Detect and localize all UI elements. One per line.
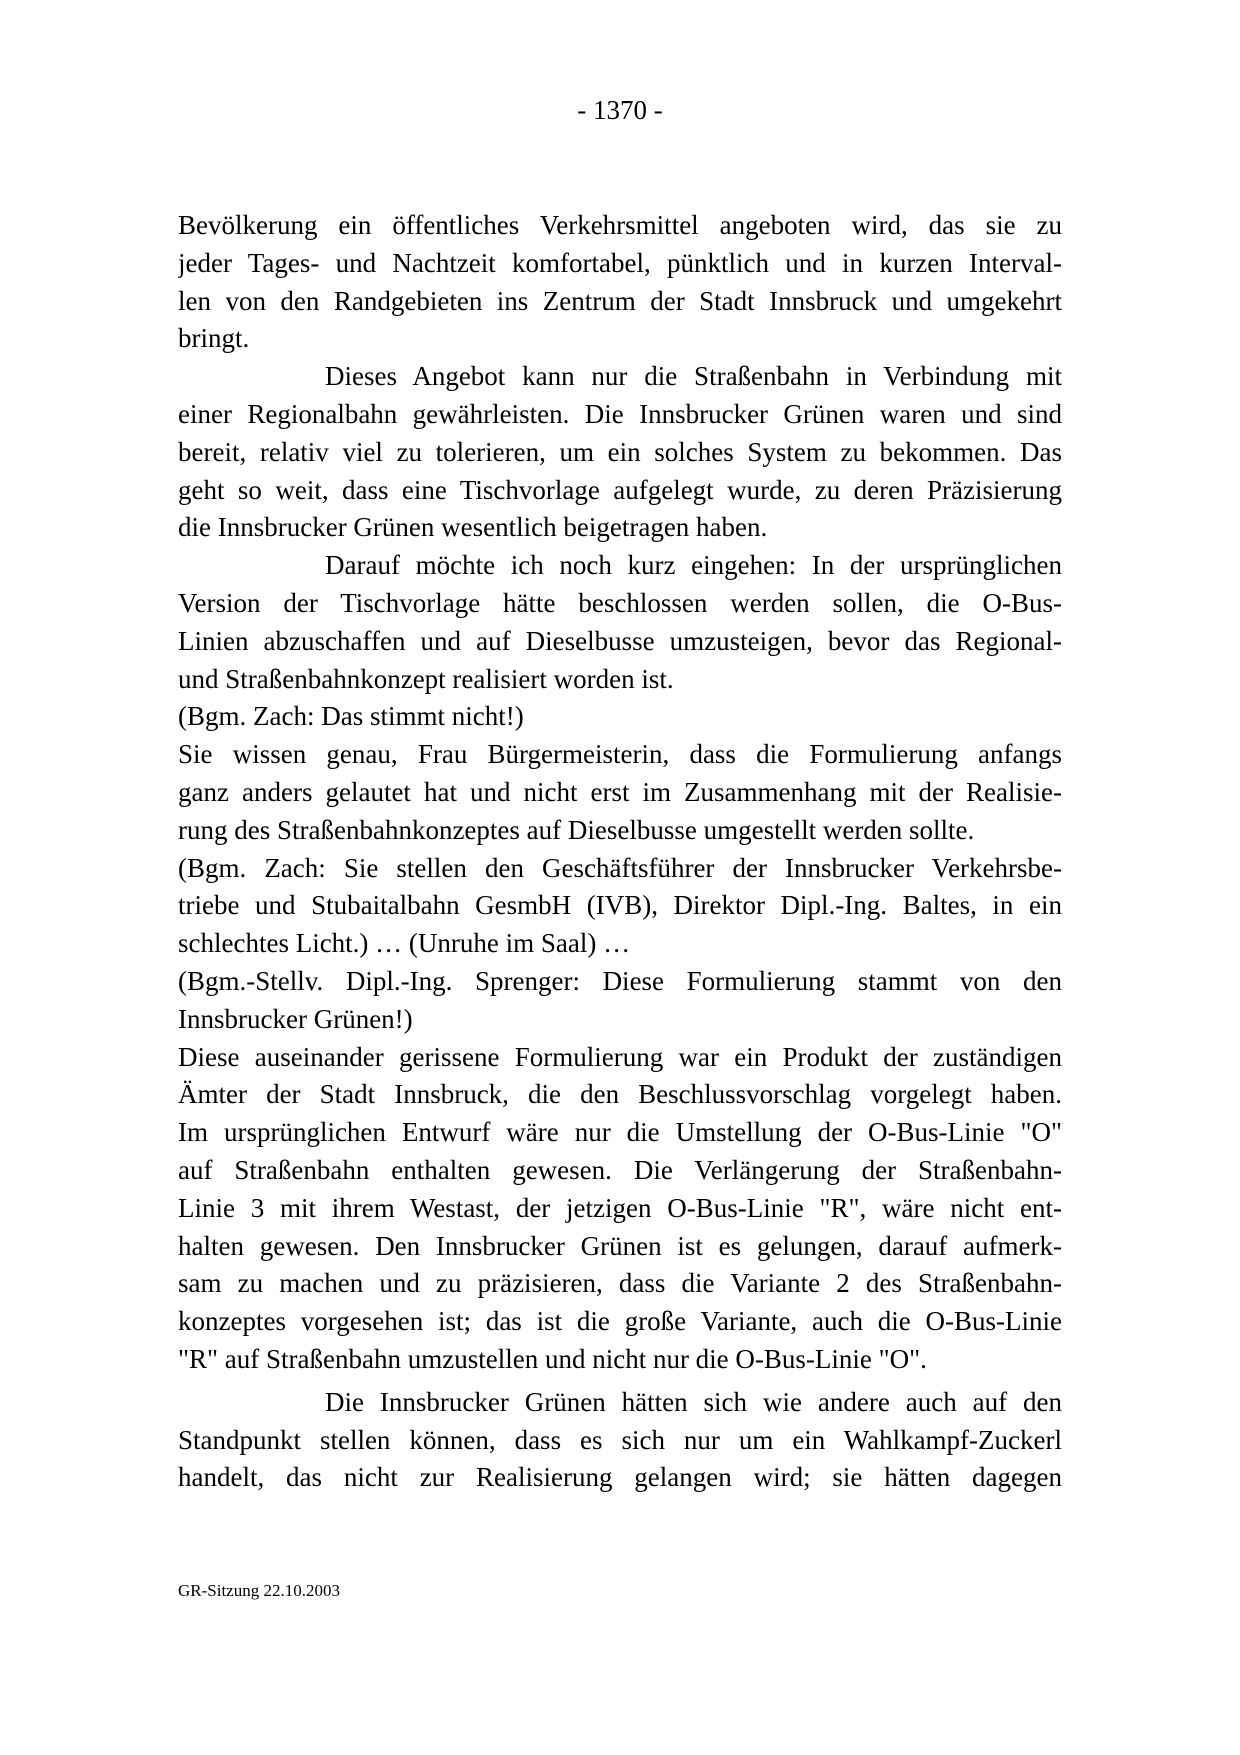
text-line: einer Regionalbahn gewährleisten. Die Innsbrucker Grünen waren und sind bbox=[178, 398, 1062, 429]
text-line: Die Innsbrucker Grünen hätten sich wie andere auch auf den bbox=[325, 1386, 1062, 1417]
text-line: len von den Randgebieten ins Zentrum der Stadt Innsbruck und umgekehrt bbox=[178, 285, 1062, 316]
text-line: Dieses Angebot kann nur die Straßenbahn in Verbindung mit bbox=[325, 361, 1062, 392]
document-body bbox=[178, 207, 1062, 1497]
text-line: Diese auseinander gerissene Formulierung war ein Produkt der zuständigen bbox=[178, 1041, 1062, 1072]
text-line: und Straßenbahnkonzept realisiert worden ist. bbox=[178, 663, 674, 694]
text-line: ganz anders gelautet hat und nicht erst im Zusammenhang mit der Realisie- bbox=[178, 776, 1062, 807]
text-line: auf Straßenbahn enthalten gewesen. Die Verlängerung der Straßenbahn- bbox=[178, 1154, 1062, 1185]
text-line: (Bgm. Zach: Das stimmt nicht!) bbox=[178, 701, 524, 732]
text-line: Bevölkerung ein öffentliches Verkehrsmittel angeboten wird, das sie zu bbox=[178, 210, 1062, 240]
text-line: Im ursprünglichen Entwurf wäre nur die Umstellung der O-Bus-Linie "O" bbox=[178, 1117, 1062, 1148]
text-line: triebe und Stubaitalbahn GesmbH (IVB), Direktor Dipl.-Ing. Baltes, in ein bbox=[178, 890, 1062, 921]
text-line: schlechtes Licht.) … (Unruhe im Saal) … bbox=[178, 928, 631, 959]
text-line: Sie wissen genau, Frau Bürgermeisterin, dass die Formulierung anfangs bbox=[178, 739, 1062, 770]
text-line: die Innsbrucker Grünen wesentlich beigetragen haben. bbox=[178, 512, 768, 543]
page-number: - 1370 - bbox=[577, 95, 663, 125]
text-line: rung des Straßenbahnkonzeptes auf Dieselbusse umgestellt werden sollte. bbox=[178, 814, 975, 845]
text-line: Innsbrucker Grünen!) bbox=[178, 1003, 413, 1034]
text-line: jeder Tages- und Nachtzeit komfortabel, pünktlich und in kurzen Interval- bbox=[178, 247, 1062, 278]
text-line: bringt. bbox=[178, 323, 250, 354]
text-line: halten gewesen. Den Innsbrucker Grünen ist es gelungen, darauf aufmerk- bbox=[178, 1230, 1062, 1261]
text-line: "R" auf Straßenbahn umzustellen und nicht nur die O-Bus-Linie "O". bbox=[178, 1343, 927, 1374]
text-line: sam zu machen und zu präzisieren, dass die Variante 2 des Straßenbahn- bbox=[178, 1268, 1062, 1299]
text-line: (Bgm. Zach: Sie stellen den Geschäftsführer der Innsbrucker Verkehrsbe- bbox=[178, 852, 1062, 883]
text-line: Version der Tischvorlage hätte beschlossen werden sollen, die O-Bus- bbox=[178, 587, 1062, 618]
text-line: Standpunkt stellen können, dass es sich nur um ein Wahlkampf-Zuckerl bbox=[178, 1424, 1062, 1455]
footer-session-date: GR-Sitzung 22.10.2003 bbox=[178, 1581, 340, 1600]
text-line: Linie 3 mit ihrem Westast, der jetzigen O-Bus-Linie "R", wäre nicht ent- bbox=[178, 1192, 1062, 1223]
text-line: bereit, relativ viel zu tolerieren, um ein solches System zu bekommen. Das bbox=[178, 436, 1062, 467]
text-line: konzeptes vorgesehen ist; das ist die große Variante, auch die O-Bus-Linie bbox=[178, 1306, 1062, 1337]
text-line: Linien abzuschaffen und auf Dieselbusse umzusteigen, bevor das Regional- bbox=[178, 625, 1062, 656]
text-line: Ämter der Stadt Innsbruck, die den Beschlussvorschlag vorgelegt haben. bbox=[178, 1079, 1062, 1110]
text-line: handelt, das nicht zur Realisierung gelangen wird; sie hätten dagegen bbox=[178, 1462, 1062, 1493]
text-line: (Bgm.-Stellv. Dipl.-Ing. Sprenger: Diese Formulierung stammt von den bbox=[178, 965, 1062, 996]
text-line: geht so weit, dass eine Tischvorlage aufgelegt wurde, zu deren Präzisierung bbox=[178, 474, 1062, 505]
text-line: Darauf möchte ich noch kurz eingehen: In der ursprünglichen bbox=[325, 550, 1062, 581]
